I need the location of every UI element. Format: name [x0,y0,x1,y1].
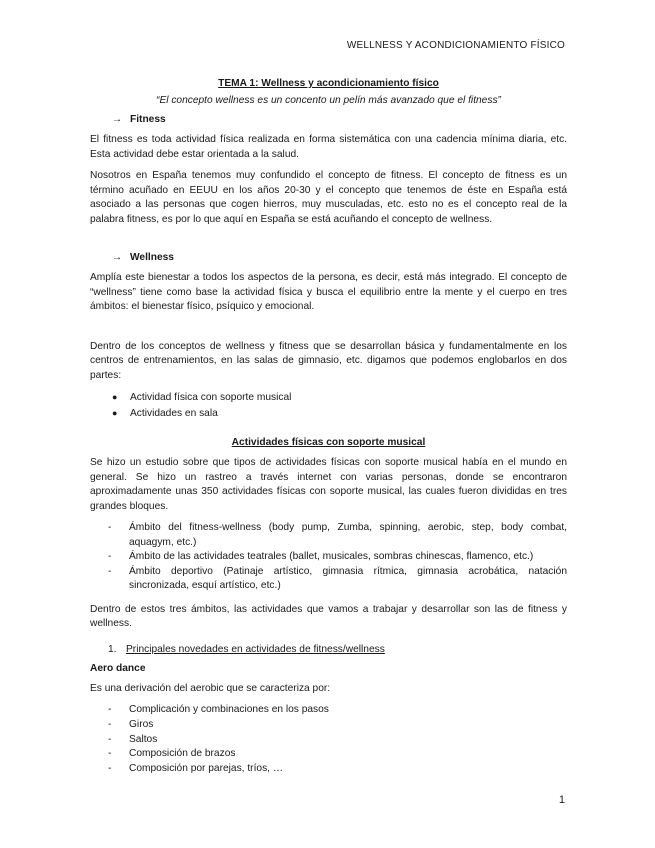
list-item [112,390,567,406]
subheading-aero-dance: Aero dance [90,662,146,674]
section-title-musical: Actividades físicas con soporte musical [231,437,426,448]
running-header: WELLNESS Y ACONDICIONAMIENTO FÍSICO [346,40,565,51]
list-item [108,521,567,550]
numbered-heading-label: Principales novedades en actividades de fitness/wellness [126,643,385,655]
dash-marker: - [108,565,112,577]
musical-paragraph-2: Dentro de estos tres ámbitos, las actividades que vamos a trabajar y desarrollar son las de fitness y wellness. [90,603,567,629]
list-item-label: Ámbito del fitness-wellness (body pump, Zumba, spinning, aerobic, step, body combat, aquagym, etc.) [129,522,567,548]
list-item [108,565,567,594]
intro-quote: “El concepto wellness es un concento un pelín más avanzado que el fitness” [156,95,501,106]
parts-list [112,390,567,421]
list-item-label: Composición de brazos [129,748,236,760]
wellness-heading [112,252,567,263]
aero-dance-paragraph: Es una derivación del aerobic que se caracteriza por: [90,682,331,694]
list-item [108,747,567,762]
list-item [108,703,567,718]
fitness-paragraph-1: El fitness es toda actividad física realizada en forma sistemática con una cadencia mínima diaria, etc. Esta actividad debe estar orientada a la salud. [90,134,567,160]
bullet-icon: ● [112,392,118,402]
aero-dance-list [108,703,567,777]
list-item [108,550,567,565]
list-item-label: Actividades en sala [130,407,218,419]
dash-marker: - [108,748,112,760]
page-content [90,78,567,786]
list-item-label: Saltos [129,733,158,745]
list-item [108,718,567,733]
dash-marker: - [108,733,112,745]
fitness-heading [112,114,567,125]
dash-marker: - [108,763,112,775]
wellness-heading-label: Wellness [130,252,174,263]
dash-marker: - [108,522,112,533]
musical-paragraph-1: Se hizo un estudio sobre que tipos de actividades físicas con soporte musical había en el mundo en general. Se hizo un rastreo a través internet con varias personas, donde se encontraron aproximadamente unas 350 actividades físicas con soporte musical, las cuales fueron divididas en tres grandes bloques. [90,457,567,512]
list-item [108,733,567,748]
bullet-icon: ● [112,407,118,418]
intro-paragraph: Dentro de los conceptos de wellness y fitness que se desarrollan básica y fundamentalmente en los centros de entrenamientos, en las salas de gimnasio, etc. digamos que podemos englobarlos en dos partes: [90,340,567,381]
list-item [112,406,567,422]
dash-marker: - [108,704,112,715]
page-number: 1 [558,794,565,806]
list-item-label: Actividad física con soporte musical [130,392,292,403]
fitness-paragraph-2: Nosotros en España tenemos muy confundido el concepto de fitness. El concepto de fitness es un término acuñado en EEUU en los años 20-30 y el concepto que tenemos de éste en España está asociado a las personas que cogen hierros, muy musculadas, etc. esto no es el concepto real de la palabra fitness, es por lo que aquí en España se está acuñando el concepto de wellness. [90,170,567,225]
arrow-right-icon: → [112,114,123,125]
list-item-label: Complicación y combinaciones en los pasos [129,704,329,715]
fitness-heading-label: Fitness [130,114,166,125]
document-title: TEMA 1: Wellness y acondicionamiento físico [218,78,439,89]
section-number: 1. [108,643,117,655]
blocks-list [108,521,567,594]
list-item-label: Ámbito de las actividades teatrales (ballet, musicales, sombras chinescas, flamenco, etc.) [129,551,534,562]
list-item-label: Composición por parejas, tríos, … [129,763,284,775]
arrow-right-icon: → [112,252,123,263]
dash-marker: - [108,551,112,562]
dash-marker: - [108,718,112,730]
list-item [108,762,567,777]
wellness-paragraph-1: Amplía este bienestar a todos los aspectos de la persona, es decir, está más integrado. El concepto de “wellness” tiene como base la actividad física y busca el equilibrio entre la mente y el cuerpo en tres ámbitos: el bienestar físico, psíquico y emocional. [90,272,567,312]
numbered-heading [108,644,567,655]
list-item-label: Giros [129,718,154,730]
list-item-label: Ámbito deportivo (Patinaje artístico, gimnasia rítmica, gimnasia acrobática, natación sincronizada, esquí artístico, etc.) [129,565,567,591]
